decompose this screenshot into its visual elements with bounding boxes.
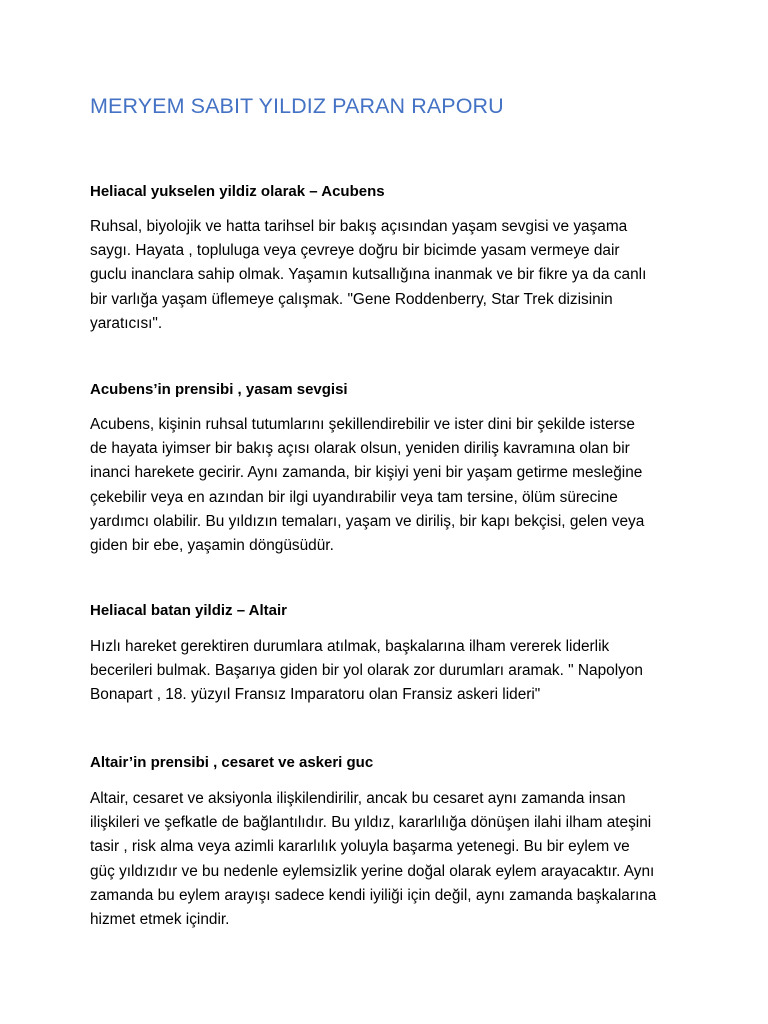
body-line: yaratıcısı". bbox=[90, 314, 163, 332]
body-line: inanci harekete gecirir. Aynı zamanda, bir kişiyi yeni bir yaşam getirme mesleğine bbox=[90, 464, 643, 482]
body-line: Acubens, kişinin ruhsal tutumlarını şekillendirebilir ve ister dini bir şekilde isterse bbox=[90, 416, 635, 433]
body-line: de hayata iyimser bir bakış açısı olarak olsun, yeniden diriliş kavramına olan bir bbox=[90, 440, 630, 458]
document-title: MERYEM SABIT YILDIZ PARAN RAPORU bbox=[90, 94, 504, 118]
body-line: guclu inanclara sahip olmak. Yaşamın kutsallığına inanmak ve bir fikre ya da canlı bbox=[90, 266, 647, 284]
body-line: güç yıldızıdır ve bu nedenle eylemsizlik yerine doğal olarak eylem arayacaktır. Aynı bbox=[90, 862, 655, 880]
section-heading-acubens-rising: Heliacal yukselen yildiz olarak – Acubens bbox=[90, 183, 385, 200]
section-body-altair-setting bbox=[90, 635, 643, 708]
section-heading-altair-principle: Altair’in prensibi , cesaret ve askeri guc bbox=[90, 754, 374, 771]
body-line: yardımcı olabilir. Bu yıldızın temaları, yaşam ve diriliş, bir kapı bekçisi, gelen veya bbox=[90, 512, 645, 530]
section-body-acubens-rising bbox=[90, 215, 646, 336]
body-line: zamanda bu eylem arayışı sadece kendi iyiliği için değil, aynı zamanda başkalarına bbox=[90, 886, 657, 904]
body-line: çekebilir veya en azından bir ilgi uyandırabilir veya tam tersine, ölüm sürecine bbox=[90, 488, 618, 506]
body-line: Hızlı hareket gerektiren durumlara atılmak, başkalarına ilham vererek liderlik bbox=[90, 638, 610, 655]
body-line: hizmet etmek içindir. bbox=[90, 911, 230, 929]
body-line: giden bir ebe, yaşamin döngüsüdür. bbox=[90, 537, 334, 555]
section-heading-altair-setting: Heliacal batan yildiz – Altair bbox=[90, 602, 288, 619]
body-line: ilişkileri ve şefkatle de bağlantılıdır. Bu yıldız, kararlılığa dönüşen ilahi ilham ateşini bbox=[90, 814, 652, 832]
section-heading-acubens-principle: Acubens’in prensibi , yasam sevgisi bbox=[90, 381, 348, 398]
section-body-acubens-principle bbox=[90, 413, 644, 558]
body-line: becerileri bulmak. Başarıya giden bir yol olarak zor durumları aramak. " Napolyon bbox=[90, 662, 643, 680]
body-line: Bonapart , 18. yüzyıl Fransız Imparatoru olan Fransiz askeri lideri" bbox=[90, 686, 541, 704]
body-line: bir varlığa yaşam üflemeye çalışmak. "Gene Roddenberry, Star Trek dizisinin bbox=[90, 290, 613, 308]
body-line: Ruhsal, biyolojik ve hatta tarihsel bir bakış açısından yaşam sevgisi ve yaşama bbox=[90, 218, 628, 235]
body-line: Altair, cesaret ve aksiyonla ilişkilendirilir, ancak bu cesaret aynı zamanda insan bbox=[90, 790, 626, 807]
body-line: saygı. Hayata , topluluga veya çevreye doğru bir bicimde yasam vermeye dair bbox=[90, 242, 620, 260]
section-body-altair-principle bbox=[90, 787, 656, 932]
body-line: tasir , risk alma veya azimli kararlılık yoluyla başarma yetenegi. Bu bir eylem ve bbox=[90, 838, 630, 856]
